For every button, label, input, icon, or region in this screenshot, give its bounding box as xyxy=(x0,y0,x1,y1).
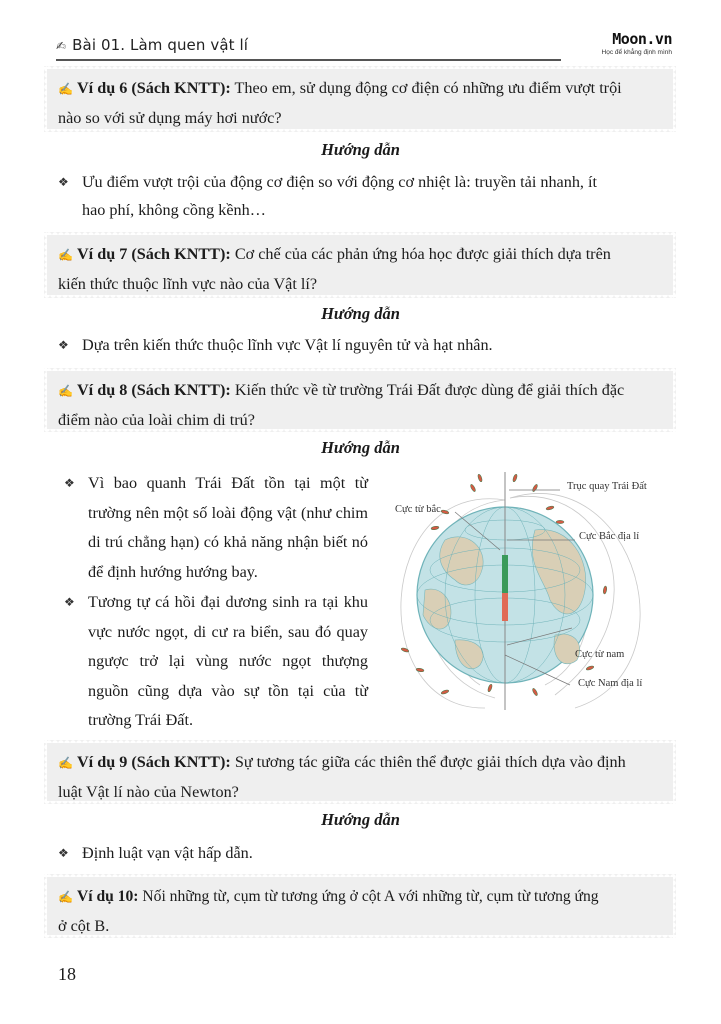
logo-text: Moon.vn xyxy=(612,30,672,48)
diamond-bullet-icon: ❖ xyxy=(58,846,69,860)
logo-tagline: Học để khẳng định mình xyxy=(601,49,672,56)
brand-logo xyxy=(602,30,672,56)
chapter-title xyxy=(56,36,248,54)
guide-heading: Hướng dẫn xyxy=(321,438,400,457)
page-header xyxy=(56,28,676,62)
example-label: Ví dụ 10: xyxy=(76,888,139,905)
example-question: ✍ Ví dụ 6 (Sách KNTT): Theo em, sử dụng động cơ điện có những ưu điểm vượt trội xyxy=(58,79,622,97)
diamond-bullet-icon: ❖ xyxy=(64,476,75,490)
pen-icon: ✍ xyxy=(58,248,73,262)
answer-bullet: ❖ Định luật vạn vật hấp dẫn. xyxy=(58,839,668,867)
diamond-bullet-icon: ❖ xyxy=(64,595,75,609)
diamond-bullet-icon: ❖ xyxy=(58,338,69,352)
example-box-7: ✍ Ví dụ 7 (Sách KNTT): Cơ chế của các phản ứng hóa học được giải thích dựa trên kiến thức thuộc lĩnh vực nào của Vật lí? xyxy=(44,232,676,298)
example-question: ✍ Ví dụ 8 (Sách KNTT): Kiến thức về từ trường Trái Đất được dùng để giải thích đặc xyxy=(58,381,625,399)
figure-label-geographic-north: Cực Bắc địa lí xyxy=(579,531,640,542)
answer-bullet: ❖ Tương tự cá hồi đại dương sinh ra tại khu vực nước ngọt, di cư ra biển, sau đó quay ngược trở lại vùng nước ngọt thượng nguồn cũng dựa vào sự tồn tại của từ trường Trái Đất. xyxy=(64,588,368,736)
example-question: ✍ Ví dụ 7 (Sách KNTT): Cơ chế của các phản ứng hóa học được giải thích dựa trên xyxy=(58,245,611,263)
answer-bullet: ❖ Vì bao quanh Trái Đất tồn tại một từ trường nên một số loài động vật (như chim di trú chẳng hạn) có khả năng nhận biết nó để định hướng hướng bay. xyxy=(64,469,368,587)
pen-icon: ✍ xyxy=(56,39,67,53)
pen-icon: ✍ xyxy=(58,890,73,904)
example-box-10: ✍ Ví dụ 10: Nối những từ, cụm từ tương ứng ở cột A với những từ, cụm từ tương ứng ở cột B. xyxy=(44,874,676,938)
example-question: ✍ Ví dụ 10: Nối những từ, cụm từ tương ứng ở cột A với những từ, cụm từ tương ứng xyxy=(58,888,599,905)
example-box-6: ✍ Ví dụ 6 (Sách KNTT): Theo em, sử dụng động cơ điện có những ưu điểm vượt trội nào so với sử dụng máy hơi nước? xyxy=(44,66,676,132)
guide-heading: Hướng dẫn xyxy=(321,140,400,159)
guide-heading: Hướng dẫn xyxy=(321,304,400,323)
figure-label-magnetic-north: Cực từ bắc xyxy=(395,504,441,515)
figure-label-geographic-south: Cực Nam địa lí xyxy=(578,678,643,689)
figure-label-rotation-axis: Trục quay Trái Đất xyxy=(567,481,647,492)
example-label: Ví dụ 8 (Sách KNTT): xyxy=(76,381,231,399)
answer-bullet: ❖ Ưu điểm vượt trội của động cơ điện so với động cơ nhiệt là: truyền tải nhanh, ít hao phí, không cồng kềnh… xyxy=(58,168,668,224)
guide-heading: Hướng dẫn xyxy=(321,810,400,829)
earth-magnetic-field-figure xyxy=(385,470,685,710)
example-label: Ví dụ 6 (Sách KNTT): xyxy=(76,79,231,97)
pen-icon: ✍ xyxy=(58,384,73,398)
header-divider xyxy=(56,59,561,61)
chapter-title-text: Bài 01. Làm quen vật lí xyxy=(72,36,249,54)
diamond-bullet-icon: ❖ xyxy=(58,175,69,189)
pen-icon: ✍ xyxy=(58,756,73,770)
answer-bullet: ❖ Dựa trên kiến thức thuộc lĩnh vực Vật lí nguyên tử và hạt nhân. xyxy=(58,331,668,359)
pen-icon: ✍ xyxy=(58,82,73,96)
example-box-8: ✍ Ví dụ 8 (Sách KNTT): Kiến thức về từ trường Trái Đất được dùng để giải thích đặc điểm nào của loài chim di trú? xyxy=(44,368,676,432)
example-box-9: ✍ Ví dụ 9 (Sách KNTT): Sự tương tác giữa các thiên thể được giải thích dựa vào định luật Vật lí nào của Newton? xyxy=(44,740,676,804)
figure-label-magnetic-south: Cực từ nam xyxy=(575,649,625,660)
page-number: 18 xyxy=(58,964,76,984)
example-label: Ví dụ 7 (Sách KNTT): xyxy=(76,245,231,263)
example-label: Ví dụ 9 (Sách KNTT): xyxy=(76,753,231,771)
example-question: ✍ Ví dụ 9 (Sách KNTT): Sự tương tác giữa các thiên thể được giải thích dựa vào định xyxy=(58,753,626,771)
